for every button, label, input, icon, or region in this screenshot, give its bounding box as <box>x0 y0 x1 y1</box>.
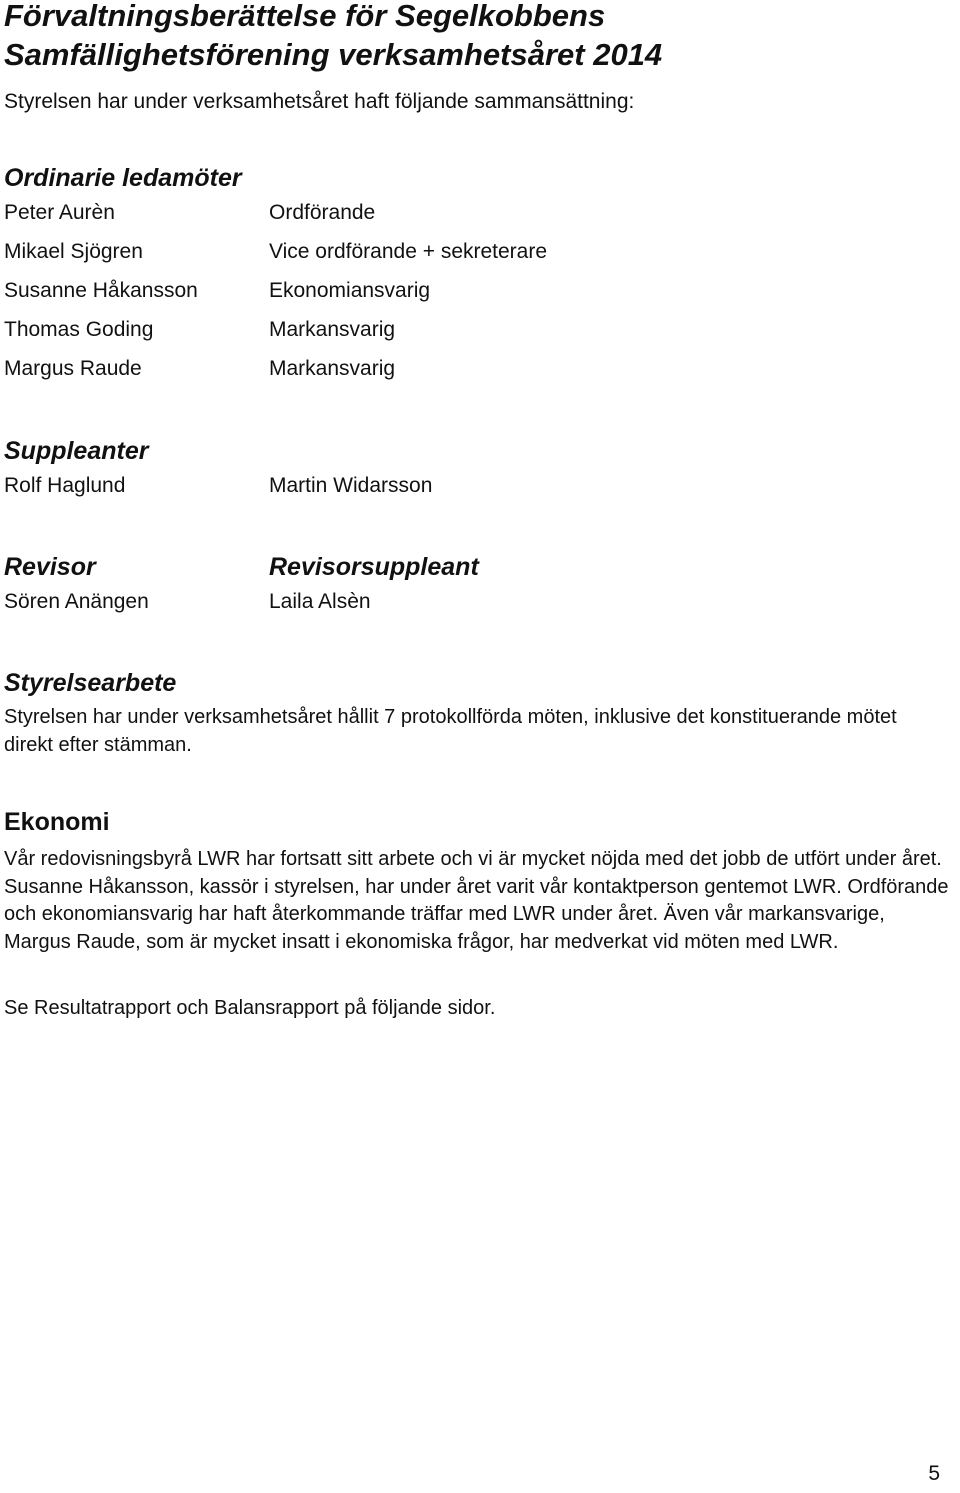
revisor-heading: Revisor <box>4 553 96 581</box>
styrelsearbete-paragraph: Styrelsen har under verksamhetsåret hållit 7 protokollförda möten, inklusive det konstituerande mötet direkt efter stämman. <box>4 706 897 756</box>
revisorsuppleant-heading: Revisorsuppleant <box>269 553 479 581</box>
member-role: Vice ordförande + sekreterare <box>269 240 548 263</box>
document-title-line-2: Samfällighetsförening verksamhetsåret 2014 <box>4 37 663 72</box>
styrelsearbete-heading: Styrelsearbete <box>4 669 177 697</box>
document-title-line-1: Förvaltningsberättelse för Segelkobbens <box>4 0 606 33</box>
suppleanter-heading: Suppleanter <box>4 437 149 465</box>
member-name: Susanne Håkansson <box>4 279 198 302</box>
intro-text: Styrelsen har under verksamhetsåret haft följande sammansättning: <box>4 90 635 113</box>
page-number: 5 <box>928 1462 940 1485</box>
member-name: Thomas Goding <box>4 318 154 341</box>
ordinarie-heading: Ordinarie ledamöter <box>4 164 242 192</box>
member-role: Ekonomiansvarig <box>269 279 431 302</box>
ekonomi-heading: Ekonomi <box>4 808 110 836</box>
suppleant-name: Martin Widarsson <box>269 474 433 497</box>
member-name: Mikael Sjögren <box>4 240 143 263</box>
ekonomi-note: Se Resultatrapport och Balansrapport på följande sidor. <box>4 997 496 1019</box>
member-role: Markansvarig <box>269 318 396 341</box>
member-name: Margus Raude <box>4 357 142 380</box>
revisor-name: Sören Anängen <box>4 590 149 613</box>
revisorsuppleant-name: Laila Alsèn <box>269 590 371 613</box>
member-name: Peter Aurèn <box>4 201 115 224</box>
member-role: Markansvarig <box>269 357 396 380</box>
suppleant-name: Rolf Haglund <box>4 474 126 497</box>
member-role: Ordförande <box>269 201 376 224</box>
ekonomi-paragraph: Vår redovisningsbyrå LWR har fortsatt sitt arbete och vi är mycket nöjda med det jobb de utfört under året. Susanne Håkansson, kassör i styrelsen, har under året varit vår kontaktperson gentemot LWR. Ordförande och ekonomiansvarig har haft återkommande träffar med LWR under året. Även vår markansvarige, Margus Raude, som är mycket insatt i ekonomiska frågor, har medverkat vid möten med LWR. <box>4 848 949 953</box>
